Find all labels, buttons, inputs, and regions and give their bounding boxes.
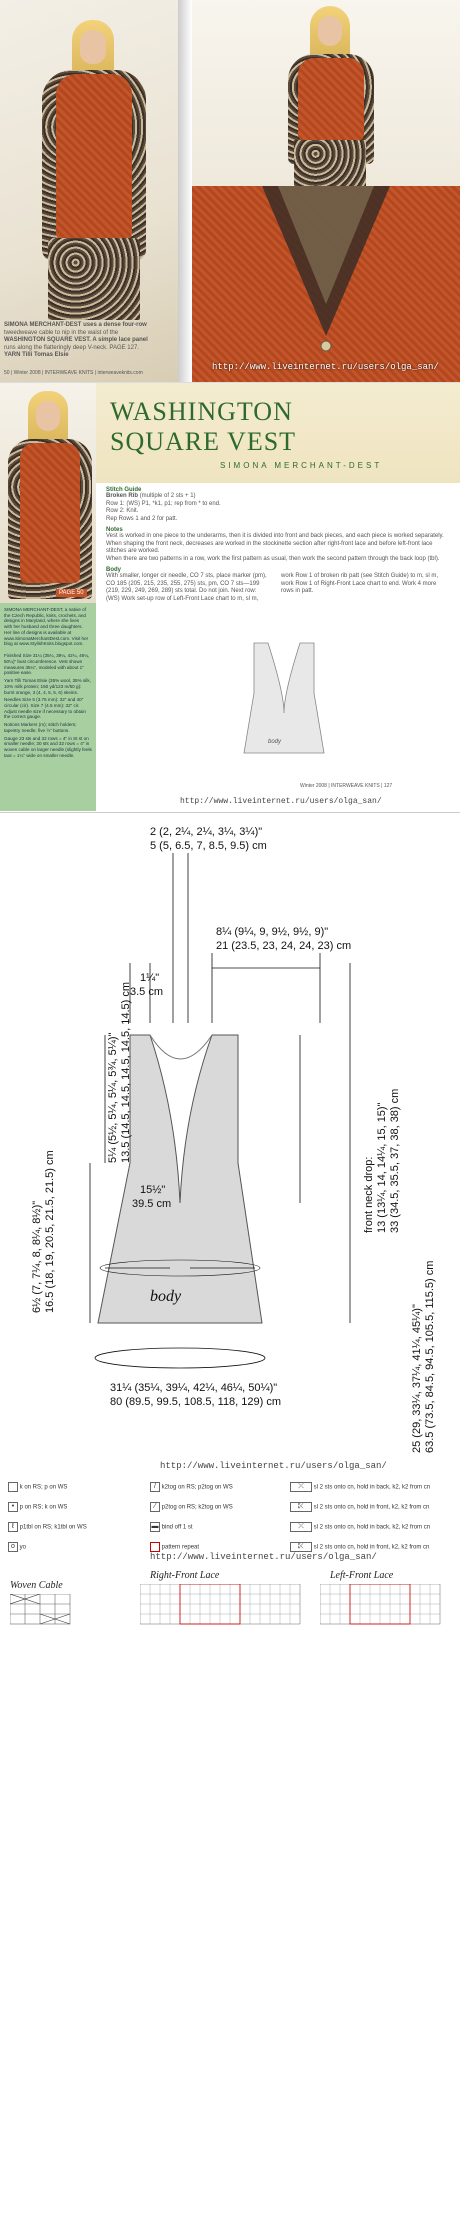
sidebar-line: designs in Maryland, where she lives xyxy=(4,618,80,624)
legend-cable-front-icon: ⤪ xyxy=(290,1542,312,1552)
body-text: With smaller, longer cir needle, CO 7 sts, place marker (pm), CO 185 (205, 215, 235, 255, 275) sts, pm, CO 7 sts—199 (219, 229, 249, 269, 289) sts total. Do not join. Next row: (WS) Work set-up row of Left-Front Lace chart to m, sl m, work Row 1 of broken rib patt (see Stitch Guide) to m, sl m, work Row 1 of Right-Front Lace chart to end. Work 4 more rows in patt. xyxy=(106,573,439,602)
row-1: Row 1: (WS) P1, *k1, p1; rep from * to end. xyxy=(106,500,221,507)
legend-purl-icon: • xyxy=(8,1502,18,1512)
legend-p1tbl-icon: ℓ xyxy=(8,1522,18,1532)
spec-yarn: Yarn Tilli Tomas Elsie (35% wool, 35% silk, 10% milk protein; 150 yd/123 m/50 g): burnt orange, 3 (4, 4, 5, 5, 6) skeins. xyxy=(4,678,91,695)
legend-section xyxy=(0,1472,460,2226)
page2-title-band xyxy=(96,383,460,483)
dim-armhole: 5¼ (5½, 5¼, 5¼, 5¾, 5¼)" xyxy=(107,1032,119,1163)
model-face xyxy=(80,30,106,64)
note-3: When there are two patterns in a row, work the first pattern as usual, then work the second pattern through the back loop (tbl). xyxy=(106,555,440,562)
dim-side: 6½ (7, 7¼, 8, 8¼, 8½)" xyxy=(31,1200,43,1313)
back-neck xyxy=(150,1035,212,1059)
legend-repeat-icon xyxy=(150,1542,160,1552)
dim-side-cm: 16.5 (18, 19, 20.5, 21.5, 21.5) cm xyxy=(44,1150,56,1313)
legend-item: pattern repeat xyxy=(161,1544,200,1551)
dim-waist-cm: 39.5 cm xyxy=(132,1198,172,1210)
caption-line: SIMONA MERCHANT-DEST uses a dense four-row xyxy=(4,322,147,328)
schematic-svg xyxy=(0,813,460,1473)
left-lace-title: Left-Front Lace xyxy=(330,1570,394,1581)
title-line2: SQUARE VEST xyxy=(110,427,297,456)
note-2: When shaping the front neck, decreases are worked in the stockinette section after right-front lace and before left-front lace stitches are worked. xyxy=(106,540,433,554)
legend-cable-back-icon: ⤫ xyxy=(290,1482,312,1492)
sidebar-line: blog at www.StylishKnits.blogspot.com. xyxy=(4,641,84,647)
dim-strap: 1¼" xyxy=(140,972,160,984)
legend-item: p2tog on RS; k2tog on WS xyxy=(161,1504,233,1511)
legend-cable-front-icon: ⤪ xyxy=(290,1502,312,1512)
legend-item: bind off 1 st xyxy=(161,1524,193,1531)
sidebar-line: with her husband and three daughters. xyxy=(4,624,83,630)
dim-length-cm: 63.5 (73.5, 84.5, 94.5, 105.5, 115.5) cm xyxy=(424,1260,436,1453)
body-title: Body xyxy=(106,567,121,573)
model-vest xyxy=(56,74,132,244)
neck-title: front neck drop: xyxy=(363,1156,375,1233)
watermark: http://www.liveinternet.ru/users/olga_san/ xyxy=(160,1461,387,1471)
designer-name: SIMONA MERCHANT-DEST xyxy=(220,461,383,470)
right-lace-chart xyxy=(140,1584,310,1634)
designer-sidebar xyxy=(0,603,96,811)
note-1: Vest is worked in one piece to the underarms, then it is divided into front and back pieces, and each piece is worked separately. xyxy=(106,533,444,539)
model3-face xyxy=(36,401,60,431)
row-rep: Rep Rows 1 and 2 for patt. xyxy=(106,515,178,522)
dim-neck-cm: 33 (34.5, 35.5, 37, 38, 38) cm xyxy=(389,1088,401,1233)
spec-finished-size: Finished Size 31¼ (35¼, 39¼, 42¼, 46¼, 50¼)" bust circumference. Vest shown measures 35¼", modeled with about 1" positive ease. xyxy=(4,653,90,676)
legend-yo-icon: o xyxy=(8,1542,18,1552)
caption-line: tweedweave cable to nip in the waist of the xyxy=(4,329,119,336)
model3-vest xyxy=(20,443,80,583)
stitch-guide-title: Stitch Guide xyxy=(106,487,142,493)
dim-strap-cm: 3.5 cm xyxy=(130,986,164,998)
caption-line: WASHINGTON SQUARE VEST. A simple lace panel xyxy=(4,337,148,343)
sidebar-line: www.SimonaMerchantDest.com. Visit her xyxy=(4,635,89,641)
stitch-guide xyxy=(106,487,446,603)
legend-item: k2tog on RS; p2tog on WS xyxy=(161,1484,233,1491)
dim-length: 25 (29, 33¼, 37¼, 41¼, 45¼)" xyxy=(411,1304,423,1453)
spec-needles: Needles Size 5 (3.75 mm): 32" and 40" circular (cir). Size 7 (4.5 mm): 32" cir. Adjust needle size if necessary to obtain the correct gauge. xyxy=(4,697,86,720)
legend-item: sl 2 sts onto cn, hold in back, k2, k2 from cn xyxy=(313,1524,431,1531)
page1-photo-left xyxy=(0,0,178,382)
page2 xyxy=(0,382,460,810)
page1-gutter xyxy=(178,0,192,382)
legend-item: p on RS; k on WS xyxy=(19,1504,68,1511)
legend-item: sl 2 sts onto cn, hold in front, k2, k2 from cn xyxy=(313,1544,430,1551)
watermark: http://www.liveinternet.ru/users/olga_san/ xyxy=(212,362,439,372)
closeup-vneck xyxy=(192,186,460,382)
page1-photo-right-top xyxy=(192,0,460,186)
caption-line: runs along the flatteringly deep V-neck. PAGE 127. xyxy=(4,344,139,351)
spec-gauge: Gauge 23 sts and 32 rows = 4" in St st on smaller needle; 30 sts and 32 rows = 4" in woven cable on larger needle (slightly feels taut = 1¼" wide on smaller needle. xyxy=(4,735,92,758)
spec-notions: Notions Markers (m); stitch holders; tapestry needle; five ½" buttons. xyxy=(4,722,77,733)
legend-col-mid xyxy=(150,1482,290,1562)
watermark: http://www.liveinternet.ru/users/olga_san/ xyxy=(150,1552,377,1562)
model2-face xyxy=(318,16,342,46)
page2-footer: Winter 2008 | INTERWEAVE KNITS | 127 xyxy=(300,783,393,789)
legend-item: yo xyxy=(19,1544,27,1551)
broken-rib-title: Broken Rib xyxy=(106,493,139,499)
legend-p2tog-icon: ⁄ xyxy=(150,1502,160,1512)
dim-shoulder: 8¼ (9¼, 9, 9½, 9½, 9)" xyxy=(216,926,329,938)
woven-cable-title: Woven Cable xyxy=(10,1580,63,1591)
dim-armhole-cm: 13.5 (14.5, 14.5, 14.5, 14.5, 14.5) cm xyxy=(120,981,132,1163)
row-2: Row 2: Knit. xyxy=(106,508,139,514)
legend-item: p1tbl on RS; k1tbl on WS xyxy=(19,1524,87,1531)
legend-item: sl 2 sts onto cn, hold in front, k2, k2 from cn xyxy=(313,1504,430,1511)
legend-cable-back-icon: ⤫ xyxy=(290,1522,312,1532)
sidebar-line: Her line of designs is available at xyxy=(4,629,72,635)
dim-bottom-cm: 80 (89.5, 99.5, 108.5, 118, 129) cm xyxy=(110,1396,282,1408)
title-line1: WASHINGTON xyxy=(110,397,293,426)
right-lace-title: Right-Front Lace xyxy=(150,1570,220,1581)
mini-schematic xyxy=(196,623,356,773)
body-label: body xyxy=(150,1288,182,1305)
sidebar-line: the Czech Republic, knits, crochets, and xyxy=(4,612,86,618)
dim-top: 2 (2, 2¼, 2¼, 3¼, 3¼)" xyxy=(150,826,263,838)
left-lace-chart xyxy=(320,1584,450,1634)
broken-rib-mult: (multiple of 2 sts + 1) xyxy=(139,493,196,499)
legend-item: k on RS; p on WS xyxy=(19,1484,68,1491)
page1-closeup xyxy=(192,186,460,382)
watermark: http://www.liveinternet.ru/users/olga_san/ xyxy=(180,797,382,806)
page1-footer: 50 | Winter 2008 | INTERWEAVE KNITS | interweaveknits.com xyxy=(4,370,143,376)
legend-col-left xyxy=(8,1482,148,1562)
mini-body-label: body xyxy=(268,739,282,745)
woven-cable-chart xyxy=(10,1594,80,1634)
legend-item: sl 2 sts onto cn, hold in back, k2, k2 from cn xyxy=(313,1484,431,1491)
legend-knit-icon xyxy=(8,1482,18,1492)
dim-top-cm: 5 (5, 6.5, 7, 8.5, 9.5) cm xyxy=(150,840,267,852)
notes-title: Notes xyxy=(106,527,123,533)
legend-k2tog-icon: / xyxy=(150,1482,160,1492)
legend-bindoff-icon: ▬ xyxy=(151,1523,159,1530)
page2-photo xyxy=(0,383,96,603)
model2-vest xyxy=(298,58,364,142)
schematic-section xyxy=(0,812,460,1472)
model-skirt xyxy=(48,238,140,320)
caption-line: YARN Tilli Tomas Elsie xyxy=(4,352,69,358)
dim-waist: 15½" xyxy=(140,1184,166,1196)
model2-skirt xyxy=(294,140,366,186)
dim-shoulder-cm: 21 (23.5, 23, 24, 24, 23) cm xyxy=(216,940,352,952)
page-tag: PAGE 50 xyxy=(56,589,87,597)
dim-neck: 13 (13¼, 14, 14¼, 15, 15)" xyxy=(376,1102,388,1233)
legend-col-right xyxy=(290,1482,456,1562)
dim-bottom: 31¼ (35¼, 39¼, 42¼, 46¼, 50¼)" xyxy=(110,1382,278,1394)
caption-block xyxy=(4,322,176,360)
sidebar-line: SIMONA MERCHANT-DEST, a native of xyxy=(4,607,86,612)
